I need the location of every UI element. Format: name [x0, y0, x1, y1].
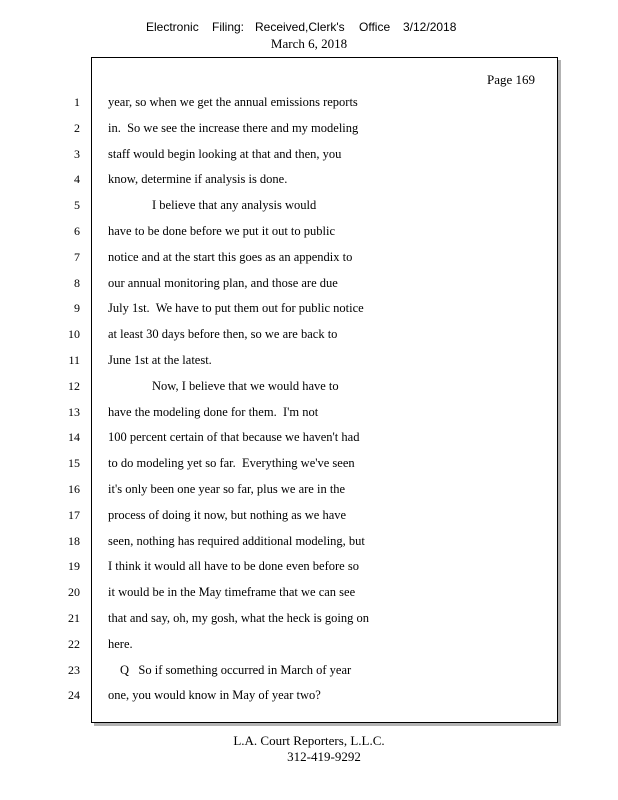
line-number: 6: [74, 224, 80, 238]
stamp-word-received: Received,Clerk's: [255, 20, 345, 34]
line-number: 17: [68, 507, 80, 522]
transcript-line: [0, 93, 618, 111]
transcript-line: [0, 506, 618, 524]
transcript-line: [0, 454, 618, 472]
transcript-line: [0, 170, 618, 188]
line-text: July 1st. We have to put them out for public notice: [108, 301, 364, 316]
transcript-line: [0, 403, 618, 421]
filing-stamp: [0, 20, 618, 36]
line-number: 20: [68, 585, 80, 600]
line-number: 13: [68, 404, 80, 419]
transcript-line: [0, 248, 618, 266]
line-text: 100 percent certain of that because we haven't had: [108, 430, 360, 445]
line-number: 16: [68, 482, 80, 496]
line-number: 5: [74, 198, 80, 213]
line-text: have to be done before we put it out to public: [108, 224, 336, 238]
line-text: I think it would all have to be done even before so: [108, 559, 359, 574]
line-text: here.: [108, 636, 133, 651]
line-text: have the modeling done for them. I'm not: [108, 404, 319, 419]
transcript-line: [0, 480, 618, 498]
line-number: 22: [68, 636, 80, 651]
line-number: 24: [68, 688, 80, 703]
footer-phone: 312-419-9292: [287, 749, 361, 764]
line-number: 8: [74, 275, 80, 290]
line-text: year, so when we get the annual emissions reports: [108, 95, 358, 109]
transcript-line: [0, 222, 618, 240]
stamp-date: 3/12/2018: [403, 20, 457, 34]
line-text: one, you would know in May of year two?: [108, 688, 321, 703]
line-text: seen, nothing has required additional modeling, but: [108, 533, 365, 548]
transcript-line: [0, 661, 618, 679]
line-text: notice and at the start this goes as an appendix to: [108, 249, 353, 264]
transcript-line: [0, 145, 618, 163]
transcript-line: [0, 377, 618, 395]
line-number: 15: [68, 456, 80, 471]
transcript-line: [0, 196, 618, 214]
line-number: 12: [68, 378, 80, 393]
transcript-line: [0, 635, 618, 653]
line-number: 10: [68, 327, 80, 342]
transcript-line: [0, 686, 618, 704]
stamp-word-office: Office: [359, 20, 391, 34]
line-text: I believe that any analysis would: [152, 198, 317, 213]
line-number: 3: [74, 146, 80, 161]
line-number: 18: [68, 533, 80, 548]
line-text: to do modeling yet so far. Everything we've seen: [108, 456, 355, 471]
line-number: 9: [74, 301, 80, 316]
line-text: it would be in the May timeframe that we can see: [108, 585, 356, 600]
line-number: 1: [74, 95, 80, 109]
line-number: 21: [68, 611, 80, 625]
line-text: in. So we see the increase there and my modeling: [108, 120, 359, 135]
line-number: 14: [68, 430, 80, 445]
line-number: 7: [74, 249, 80, 264]
page-number: Page 169: [486, 72, 535, 87]
stamp-word-filing: Filing:: [212, 20, 245, 34]
line-text: that and say, oh, my gosh, what the heck is going on: [108, 611, 369, 625]
deposition-date: March 6, 2018: [270, 36, 348, 51]
transcript-line: [0, 428, 618, 446]
transcript-line: [0, 351, 618, 369]
line-number: 4: [74, 172, 80, 187]
transcript-line: [0, 583, 618, 601]
transcript-line: [0, 325, 618, 343]
line-text: Now, I believe that we would have to: [152, 378, 339, 393]
transcript-line: [0, 532, 618, 550]
footer-company: L.A. Court Reporters, L.L.C.: [233, 733, 385, 748]
line-text: staff would begin looking at that and then, you: [108, 146, 342, 161]
line-number: 23: [68, 662, 80, 677]
line-text: at least 30 days before then, so we are back to: [108, 327, 338, 342]
line-text: know, determine if analysis is done.: [108, 172, 288, 187]
transcript-line: [0, 557, 618, 575]
line-text: it's only been one year so far, plus we are in the: [108, 482, 346, 496]
line-number: 11: [68, 353, 80, 367]
transcript-line: [0, 274, 618, 292]
line-number: 19: [68, 559, 80, 574]
transcript-line: [0, 119, 618, 137]
line-text: June 1st at the latest.: [108, 353, 212, 367]
line-text: process of doing it now, but nothing as we have: [108, 507, 347, 522]
line-text: Q So if something occurred in March of year: [120, 662, 352, 677]
line-text: our annual monitoring plan, and those are due: [108, 275, 338, 290]
line-number: 2: [74, 120, 80, 135]
transcript-line: [0, 609, 618, 627]
stamp-word-electronic: Electronic: [146, 20, 199, 34]
transcript-line: [0, 299, 618, 317]
